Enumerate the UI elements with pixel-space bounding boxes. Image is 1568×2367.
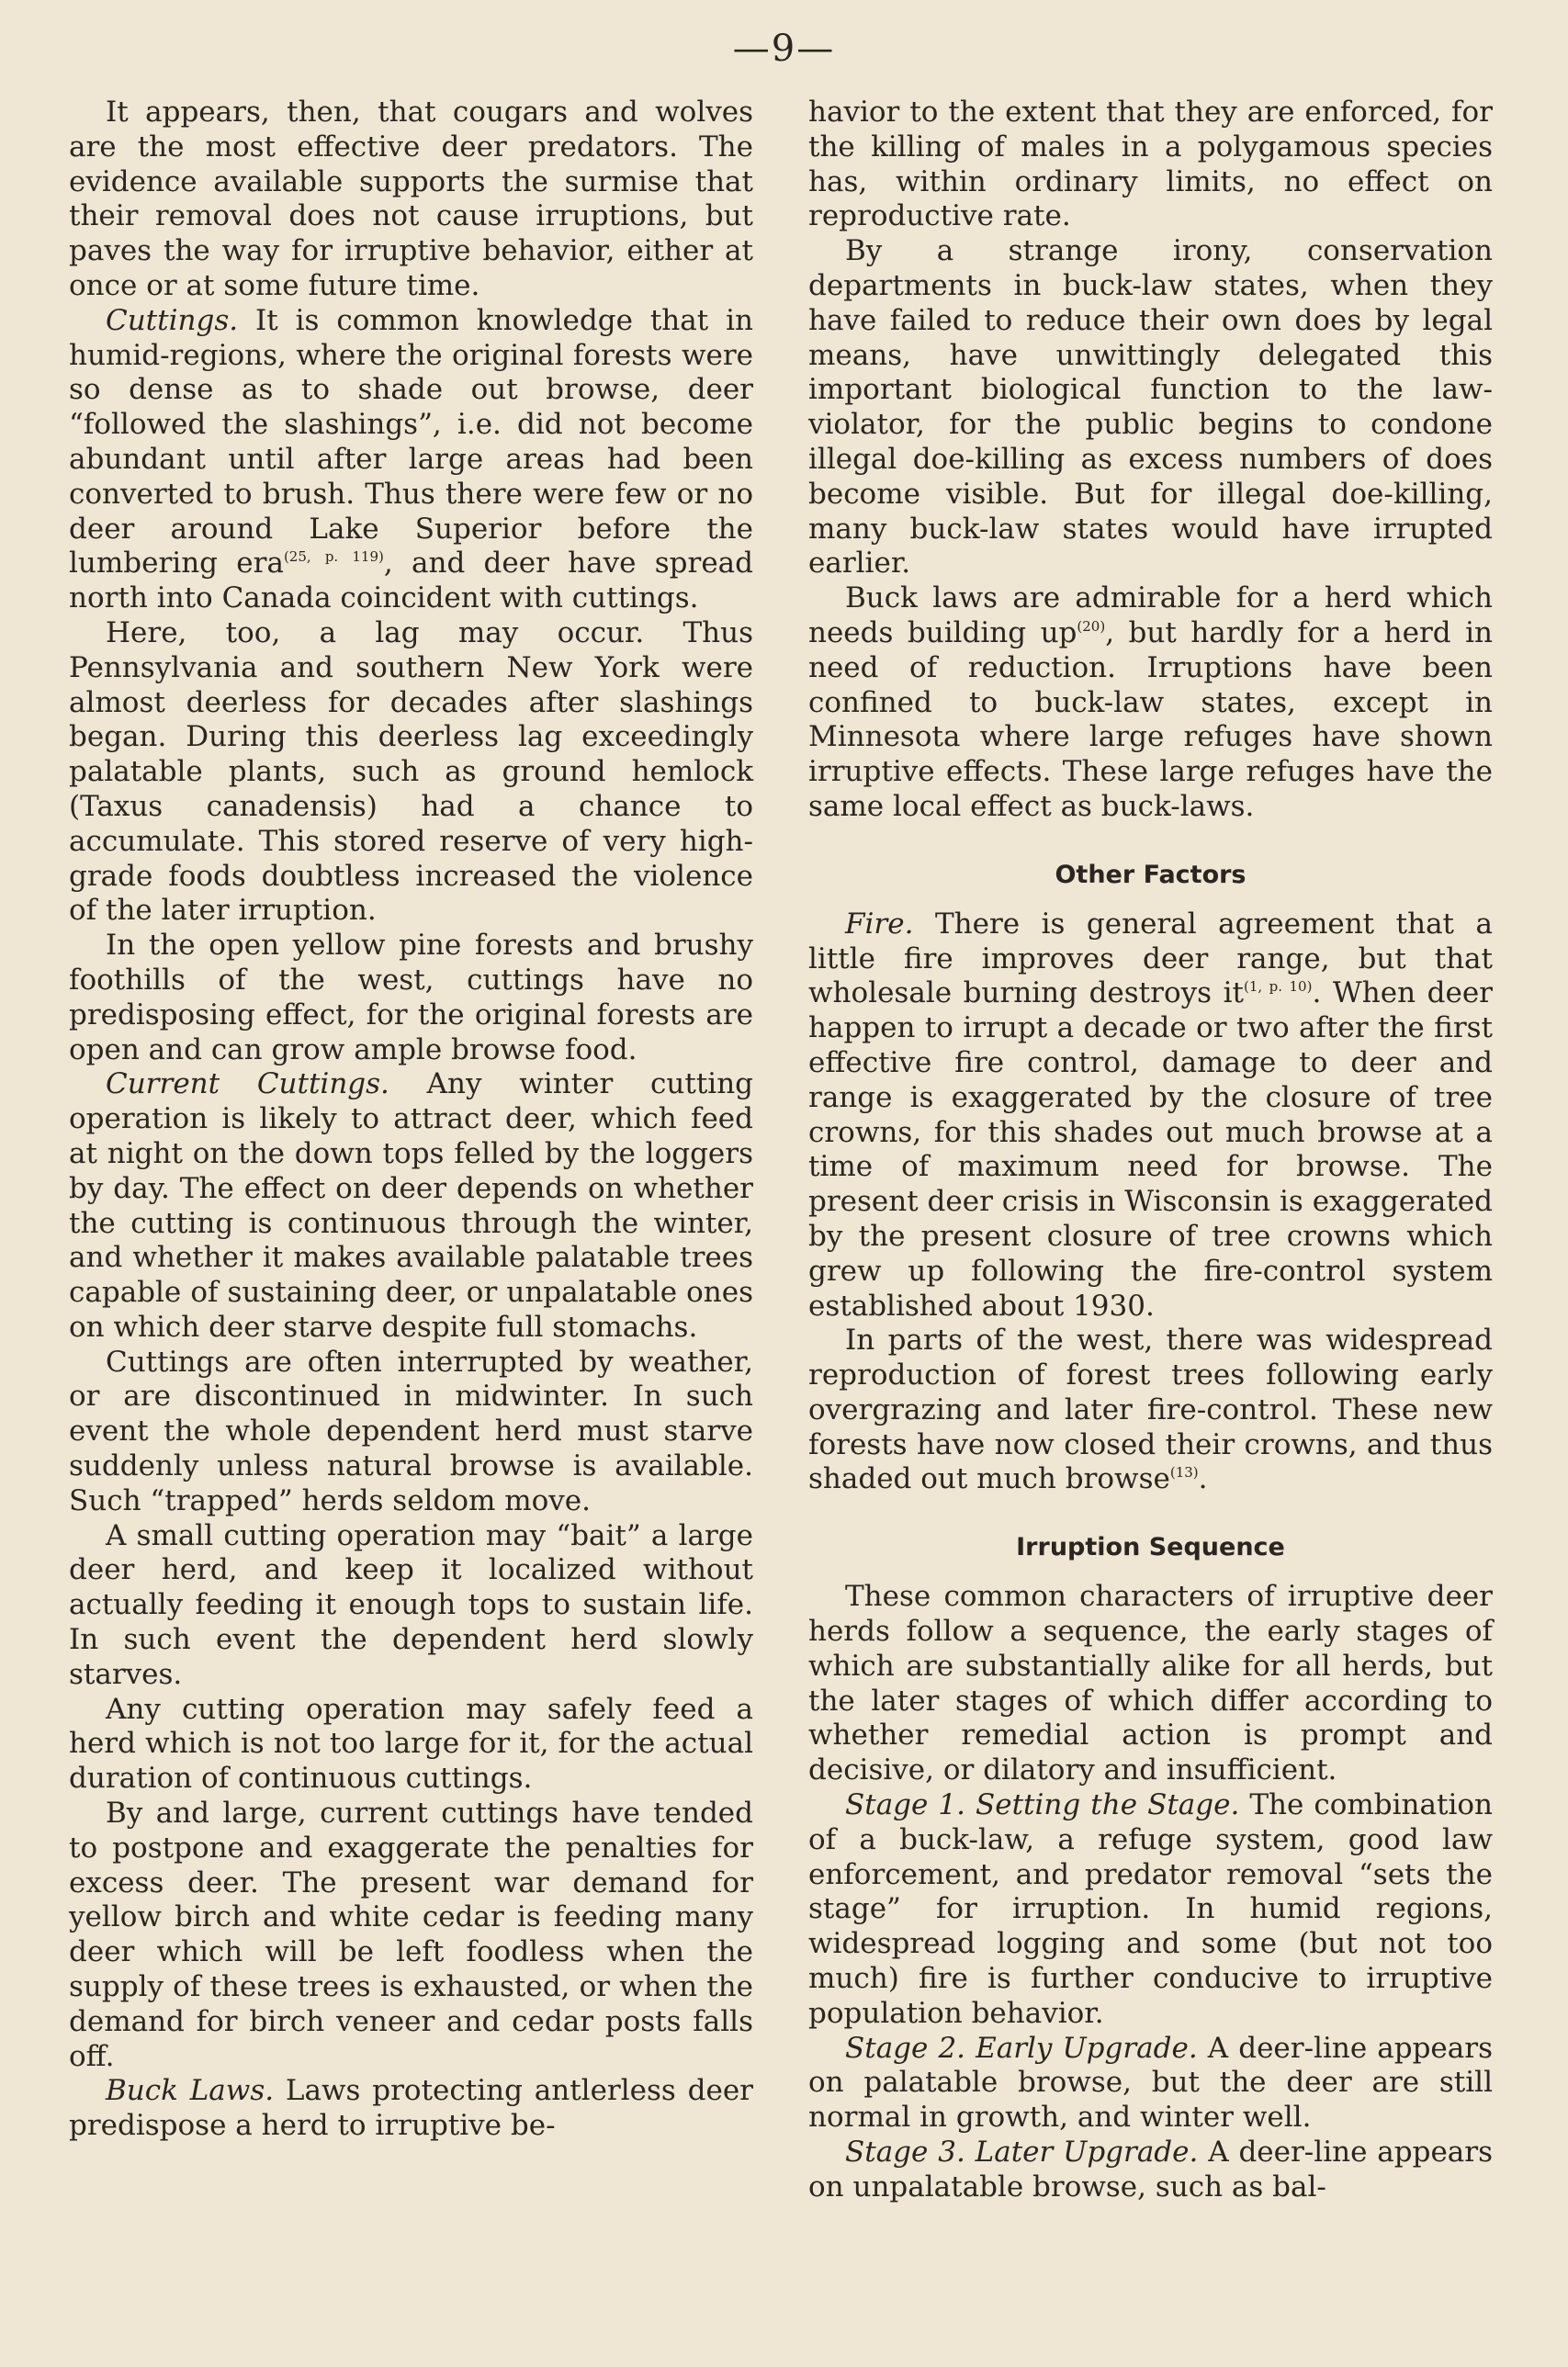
paragraph	[69, 2074, 753, 2144]
paragraph: Cuttings are often interrupted by weather, or are discontinued in midwinter. In such event the whole dependent herd must starve suddenly unless natural browse is available. Such “trapped” herds seldom move.	[69, 1345, 753, 1517]
paragraph: A small cutting operation may “bait” a large deer herd, and keep it localized without actually feeding it enough tops to sustain life. In such event the dependent herd slowly starves.	[69, 1518, 753, 1691]
paragraph-text: A deer-line appears on unpalatable browse, such as bal-	[808, 2136, 1493, 2204]
paragraph-text: In parts of the west, there was widespread reproduction of forest trees following early overgrazing and later fire-control. These new forests have now closed their crowns, and thus shaded out much browse	[808, 1324, 1493, 1496]
paragraph	[808, 2136, 1493, 2205]
paragraph-text: A deer-line appears on palatable browse, but the deer are still normal in growth, and winter well.	[808, 2031, 1493, 2135]
paragraph: havior to the extent that they are enforced, for the killing of males in a polygamous species has, within ordinary limits, no effect on reproductive rate.	[808, 96, 1493, 233]
paragraph-lead: Current Cuttings.	[106, 1067, 389, 1101]
paragraph-lead: Buck Laws.	[106, 2074, 275, 2108]
paragraph: It appears, then, that cougars and wolves are the most effective deer predators. The evidence available supports the surmise that their removal does not cause irruptions, but paves the way for irruptive behavior, either at once or at some future time.	[69, 96, 753, 302]
paragraph-lead: Stage 3. Later Upgrade.	[845, 2136, 1199, 2170]
paragraph-text: .	[1198, 1462, 1208, 1496]
paragraph-text: The combination of a buck-law, a refuge system, good law enforcement, and predator removal “sets the stage” for irruption. In humid regions, widespread logging and some (but not too much) fire is further conducive to irruptive population behavior.	[808, 1788, 1494, 2030]
paragraph-text: Laws protecting antlerless deer predispose a herd to irruptive be-	[69, 2074, 753, 2143]
paragraph: Here, too, a lag may occur. Thus Pennsylvania and southern New York were almost deerless for decades after slashings began. During this deerless lag exceedingly palatable plants, such as ground hemlock (Taxus canadensis) had a chance to accumulate. This stored reserve of very high-grade foods doubtless increased the violence of the later irruption.	[69, 615, 753, 928]
left-column	[69, 96, 753, 2144]
paragraph: These common characters of irruptive deer herds follow a sequence, the early stages of which are substantially alike for all herds, but the later stages of which differ according to whether remedial action is prompt and decisive, or dilatory and insufficient.	[808, 1580, 1493, 1787]
section-heading: Other Factors	[1055, 860, 1247, 889]
paragraph-lead: Stage 1. Setting the Stage.	[845, 1788, 1240, 1822]
right-column	[808, 96, 1493, 2205]
paragraph-text: Any winter cutting operation is likely to attract deer, which feed at night on the down tops felled by the loggers by day. The effect on deer depends on whether the cutting is continuous through the winter, and whether it makes available palatable trees capable of sustaining deer, or unpalatable ones on which deer starve despite full stomachs.	[69, 1067, 754, 1344]
paragraph-text: , and deer have spread north into Canada coincident with cuttings.	[69, 547, 754, 615]
paragraph-lead: Cuttings.	[106, 303, 239, 337]
paragraph-text: There is general agreement that a little fire improves deer range, but that wholesale burning destroys it	[808, 907, 1493, 1010]
paragraph: In the open yellow pine forests and brushy foothills of the west, cuttings have no predisposing effect, for the original forests are open and can grow ample browse food.	[69, 929, 753, 1066]
paragraph	[69, 304, 753, 616]
paragraph-lead: Fire.	[845, 907, 914, 941]
paragraph	[808, 2032, 1493, 2136]
paragraph	[808, 907, 1493, 1324]
citation-reference: (13)	[1169, 1464, 1199, 1482]
paragraph-lead: Stage 2. Early Upgrade.	[845, 2031, 1198, 2065]
paragraph	[808, 1324, 1493, 1497]
paragraph	[69, 1067, 753, 1345]
citation-reference: (20)	[1077, 617, 1106, 635]
paragraph: Any cutting operation may safely feed a herd which is not too large for it, for the actual duration of continuous cuttings.	[69, 1692, 753, 1796]
paragraph	[808, 1788, 1493, 2032]
paragraph: By and large, current cuttings have tended to postpone and exaggerate the penalties for excess deer. The present war demand for yellow birch and white cedar is feeding many deer which will be left foodless when the supply of these trees is exhausted, or when the demand for birch veneer and cedar posts falls off.	[69, 1797, 753, 2073]
paragraph-text: It is common knowledge that in humid-regions, where the original forests were so dense as to shade out browse, deer “followed the slashings”, i.e. did not become abundant until after large areas had been converted to brush. Thus there were few or no deer around Lake Superior before the lumbering era	[69, 303, 753, 580]
paragraph	[808, 581, 1493, 825]
citation-reference: (25, p. 119)	[283, 548, 384, 566]
section-heading: Irruption Sequence	[1016, 1533, 1285, 1562]
paragraph-text: , but hardly for a herd in need of reduction. Irruptions have been confined to buck-law states, except in Minnesota where large refuges have shown irruptive effects. These large refuges have the same local effect as buck-laws.	[808, 615, 1494, 823]
citation-reference: (1, p. 10)	[1243, 978, 1313, 996]
paragraph-text: . When deer happen to irrupt a decade or two after the first effective fire control, damage to deer and range is exaggerated by the closure of tree crowns, for this shades out much browse at a time of maximum need for browse. The present deer crisis in Wisconsin is exaggerated by the present closure of tree crowns which grew up following the fire-control system established about 1930.	[808, 976, 1493, 1323]
paragraph-text: Buck laws are admirable for a herd which needs building up	[808, 581, 1493, 649]
paragraph: By a strange irony, conservation departments in buck-law states, when they have failed to reduce their own does by legal means, have unwittingly delegated this important biological function to the law-violator, for the public begins to condone illegal doe-killing as excess numbers of does become visible. But for illegal doe-killing, many buck-law states would have irrupted earlier.	[808, 234, 1493, 580]
page-number: —9—	[732, 28, 836, 70]
